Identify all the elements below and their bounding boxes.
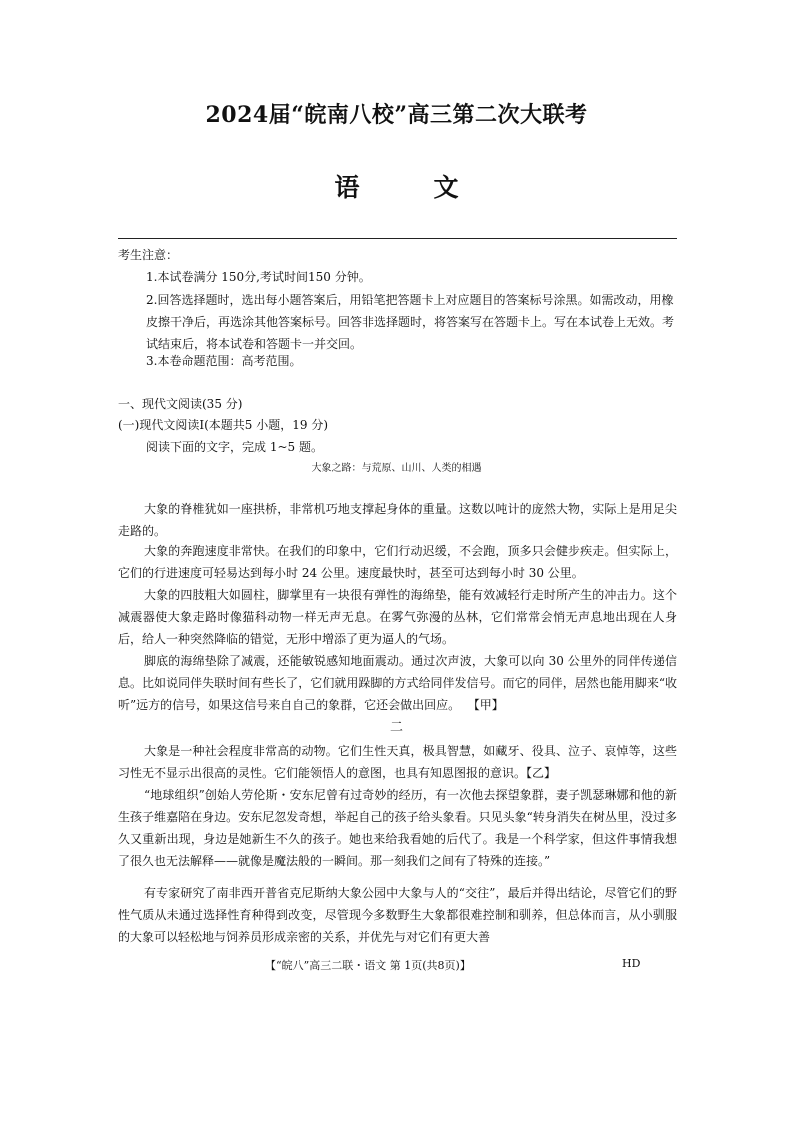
exam-title: 2024届“皖南八校”高三第二次大联考	[205, 102, 588, 128]
article-paragraph-3: 大象的四肢粗大如圆柱，脚掌里有一块很有弹性的海绵垫，能有效减轻行走时所产生的冲击力。这个减震器使大象走路时像猫科动物一样无声无息。在雾气弥漫的丛林，它们常常会悄无声息地出现在人身后，给人一种突然降临的错觉，无形中增添了更为逼人的气场。	[118, 588, 677, 646]
marker-jia: 【甲】	[467, 698, 504, 712]
page-footer: 【“皖八”高三二联・语文 第 1页(共8页)】	[265, 959, 471, 972]
article-paragraph-6: “地球组织”创始人劳伦斯・安东尼曾有过奇妙的经历，有一次他去探望象群，妻子凯瑟琳娜和他的新生孩子维嘉陪在身边。安东尼忽发奇想，举起自己的孩子给头象看。只见头象“转身消失在树丛里，没过多久又重新出现，身边是她新生不久的孩子。她也来给我看她的后代了。我是一个科学家，但这件事情我想了很久也无法解释——就像是魔法般的一瞬间。那一刻我们之间有了特殊的连接。”	[118, 788, 677, 868]
paragraph-5-text: 大象是一种社会程度非常高的动物。它们生性天真，极具智慧，如藏牙、役具、泣子、哀悼等，这些习性无不显示出很高的灵性。它们能领悟人的意图，也具有知恩图报的意识。	[118, 744, 677, 780]
notice-heading: 考生注意：	[118, 248, 179, 262]
article-paragraph-4	[118, 650, 677, 716]
marker-yi: 【乙】	[526, 766, 557, 780]
header-divider	[118, 238, 677, 239]
section-heading: 一、现代文阅读(35 分)	[118, 397, 243, 411]
notice-item-2: 2.回答选择题时，选出每小题答案后，用铅笔把答题卡上对应题目的答案标号涂黑。如需改动，用橡皮擦干净后，再选涂其他答案标号。回答非选择题时，将答案写在答题卡上。写在本试卷上无效。考试结束后，将本试卷和答题卡一并交回。	[146, 293, 675, 351]
notice-item-3: 3.本卷命题范围：高考范围。	[146, 354, 302, 368]
article-paragraph-5	[118, 740, 677, 784]
article-title: 大象之路：与荒原、山川、人类的相遇	[311, 463, 482, 474]
subject-char-2: 文	[433, 173, 459, 202]
article-paragraph-1: 大象的脊椎犹如一座拱桥，非常机巧地支撑起身体的重量。这数以吨计的庞然大物，实际上是用足尖走路的。	[118, 502, 677, 538]
subject-char-1: 语	[334, 173, 360, 202]
subsection-heading: (一)现代文阅读Ⅰ(本题共5 小题，19 分)	[118, 418, 329, 432]
subject-heading	[0, 168, 793, 204]
notice-item-1: 1.本试卷满分 150分,考试时间150 分钟。	[146, 270, 371, 284]
section-two-marker: 二	[389, 720, 403, 735]
article-paragraph-2: 大象的奔跑速度非常快。在我们的印象中，它们行动迟缓，不会跑，顶多只会健步疾走。但实际上，它们的行进速度可轻易达到每小时 24 公里。速度最快时，甚至可达到每小时 30 公里。	[118, 544, 677, 580]
reading-instruction: 阅读下面的文字，完成 1~5 题。	[146, 440, 323, 454]
article-paragraph-7: 有专家研究了南非西开普省克尼斯纳大象公园中大象与人的“交往”，最后并得出结论，尽管它们的野性气质从未通过选择性育种得到改变，尽管现今多数野生大象都很难控制和驯养，但总体而言，从小驯服的大象可以轻松地与饲养员形成亲密的关系，并优先与对它们有更大善	[118, 886, 677, 944]
paragraph-4-text: 脚底的海绵垫除了减震，还能敏锐感知地面震动。通过次声波，大象可以向 30 公里外的同伴传递信息。比如说同伴失联时间有些长了，它们就用跺脚的方式给同伴发信号。而它的同伴，居然也能用脚来“收听”远方的信号，如果这信号来自自己的象群，它还会做出回应。	[118, 654, 677, 712]
footer-code: HD	[622, 957, 641, 970]
